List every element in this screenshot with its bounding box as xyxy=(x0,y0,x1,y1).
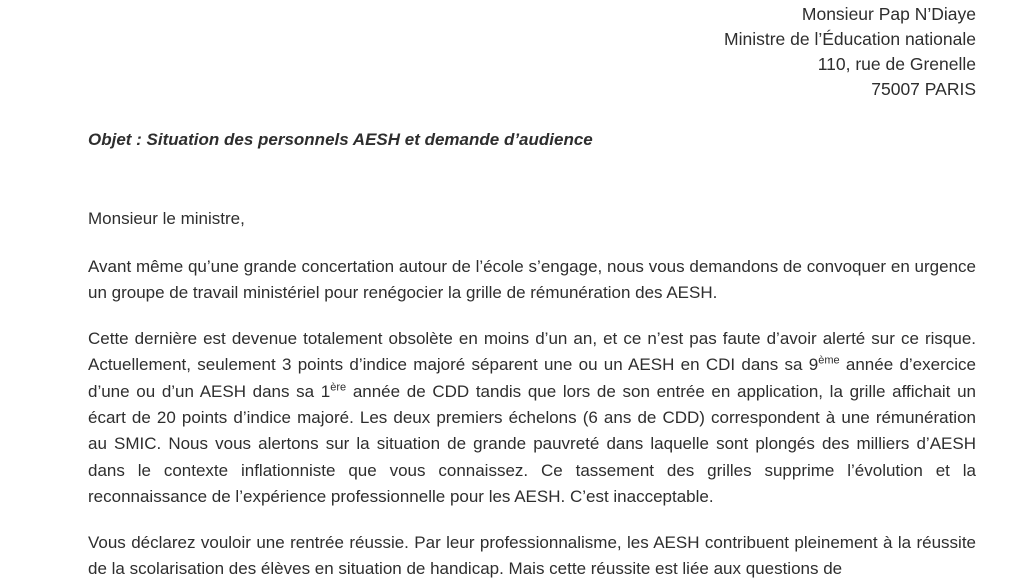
recipient-street: 110, rue de Grenelle xyxy=(817,54,976,74)
recipient-address-block xyxy=(88,2,976,102)
subject-line: Objet : Situation des personnels AESH et demande d’audience xyxy=(88,130,593,149)
paragraph-demande-groupe-travail: Avant même qu’une grande concertation autour de l’école s’engage, nous vous demandons de convoquer en urgence un groupe de travail ministériel pour renégocier la grille de rémunération des AESH. xyxy=(88,257,976,303)
superscript-ordinal: ème xyxy=(818,354,840,367)
paragraph-text-segment: Cette dernière est devenue totalement obsolète en moins d’un an, et ce n’est pas faute d’avoir alerté sur ce risque. Actuellement, seulement 3 points d’indice majoré séparent une ou un AESH en CDI dans sa 9 xyxy=(88,328,976,375)
paragraph-rentree-reussie: Vous déclarez vouloir une rentrée réussie. Par leur professionnalisme, les AESH contribuent pleinement à la réussite de la scolarisation des élèves en situation de handicap. Mais cette réussite est liée aux questions de xyxy=(88,532,976,579)
paragraph-text-segment: année de CDD tandis que lors de son entrée en application, la grille affichait un écart de 20 points d’indice majoré. Les deux premiers échelons (6 ans de CDD) correspondent à une rémunération au SMIC. Nous vous alertons sur la situation de grande pauvreté dans laquelle sont plongés des milliers d’AESH dans le contexte inflationniste que vous connaissez. Ce tassement des grilles supprime l’évolution et la reconnaissance de l’expérience professionnelle pour les AESH. C’est inacceptable. xyxy=(88,381,976,507)
paragraph-grille-obsolete xyxy=(88,326,976,511)
recipient-title: Ministre de l’Éducation nationale xyxy=(724,29,976,49)
recipient-name: Monsieur Pap N’Diaye xyxy=(801,4,976,24)
paragraph-text-segment: année d’exercice d’une ou d’un AESH dans sa 1 xyxy=(88,355,976,401)
recipient-city: 75007 PARIS xyxy=(871,79,976,99)
salutation: Monsieur le ministre, xyxy=(88,209,245,228)
superscript-ordinal: ère xyxy=(330,380,347,393)
